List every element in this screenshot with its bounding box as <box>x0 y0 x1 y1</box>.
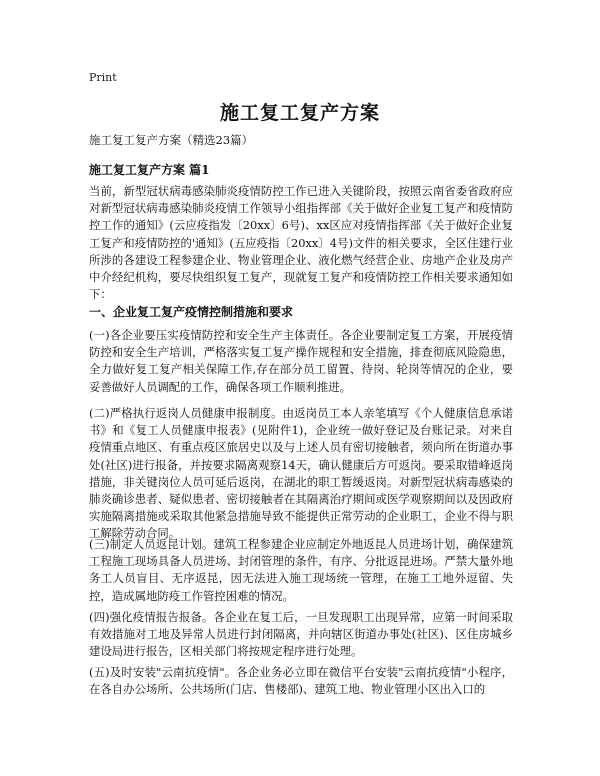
document-subtitle: 施工复工复产方案（精选23篇） <box>89 133 254 147</box>
article-heading: 施工复工复产方案 篇1 <box>89 163 210 177</box>
section-heading-1: 一、企业复工复产疫情控制措施和要求 <box>89 305 294 319</box>
paragraph-item-2: (二)严格执行返岗人员健康申报制度。由返岗员工本人亲笔填写《个人健康信息承诺书》和《复工人员健康申报表》(见附件1)，企业统一做好登记及台账记录。对来自疫情重点地区、有重点疫区旅居史以及与上述人员有密切接触者，须向所在街道办事处(社区)进行报备，并按要求隔离观察14天，确认健康后方可返岗。要采取错峰返岗措施，非关键岗位人员可延后返岗，在湖北的职工暂缓返岗。对新型冠状病毒感染的肺炎确诊患者、疑似患者、密切接触者在其隔离治疗期间或医学观察期间以及因政府实施隔离措施或采取其他紧急措施导致不能提供正常劳动的企业职工，企业不得与职工解除劳动合同。 <box>89 406 513 541</box>
paragraph-item-5: (五)及时安装"云南抗疫情"。各企业务必立即在微信平台安装"云南抗疫情"小程序，在各自办公场所、公共场所(门店、售楼部)、建筑工地、物业管理小区出入口的 <box>89 665 513 697</box>
intro-paragraph: 当前，新型冠状病毒感染肺炎疫情防控工作已进入关键阶段，按照云南省委省政府应对新型冠状病毒感染肺炎疫情工作领导小组指挥部《关于做好企业复工复产和疫情防控工作的通知》(云应疫指发〔20xx〕6号)、xx区应对疫情指挥部《关于做好企业复工复产和疫情防控的'通知》(五应疫指〔20xx〕4号)文件的相关要求，全区住建行业所涉的各建设工程参建企业、物业管理企业、液化燃气经营企业、房地产企业及房产中介经纪机构，要尽快组织复工复产，现就复工复产和疫情防控工作相关要求通知如下： <box>89 184 513 302</box>
paragraph-item-4: (四)强化疫情报告报备。各企业在复工后，一旦发现职工出现异常，应第一时间采取有效措施对工地及异常人员进行封闭隔离，并向辖区街道办事处(社区)、区住房城乡建设局进行报告，区相关部门将按规定程序进行处理。 <box>89 610 513 659</box>
print-link[interactable]: Print <box>89 71 117 84</box>
paragraph-item-1: (一)各企业要压实疫情防控和安全生产主体责任。各企业要制定复工方案，开展疫情防控和安全生产培训，严格落实复工复产操作规程和安全措施，排查彻底风险隐患，全力做好复工复产相关保障工作,存在部分员工留置、待岗、轮岗等情况的企业，要妥善做好人员调配的工作，确保各项工作顺利推进。 <box>89 328 513 394</box>
paragraph-item-3: (三)制定人员返昆计划。建筑工程参建企业应制定外地返昆人员进场计划，确保建筑工程施工现场具备人员进场、封闭管理的条件，有序、分批返昆进场。严禁大量外地务工人员盲目、无序返昆，因无法进入施工现场统一管理，在施工工地外逗留、失控，造成属地防疫工作管控困难的情况。 <box>89 537 513 603</box>
document-title: 施工复工复产方案 <box>219 102 380 124</box>
